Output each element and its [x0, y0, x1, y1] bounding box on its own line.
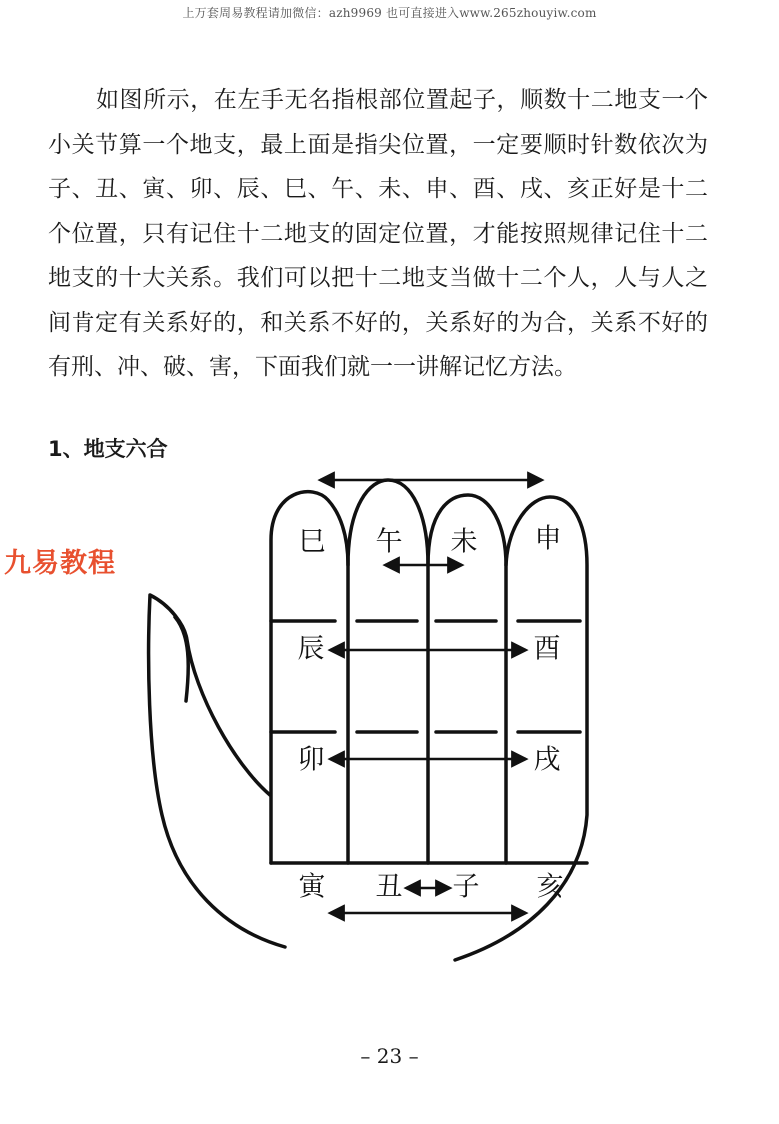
branch-label-index-tip: 巳 — [298, 526, 326, 558]
thumb-outline — [149, 595, 285, 947]
branch-label-ring-tip: 未 — [450, 526, 478, 558]
body-paragraph: 如图所示，在左手无名指根部位置起子，顺数十二地支一个小关节算一个地支，最上面是指尖位置，一定要顺时针数依次为子、丑、寅、卯、辰、巳、午、未、申、酉、戌、亥正好是十二个位置，只有记住十二地支的固定位置，才能按照规律记住十二地支的十大关系。我们可以把十二地支当做十二个人，人与人之间肯定有关系好的，和关系不好的，关系好的为合，关系不好的有刑、冲、破、害，下面我们就一一讲解记忆方法。 — [48, 87, 708, 380]
header-note: 上万套周易教程请加微信：azh9969 也可直接进入www.265zhouyiw.com — [182, 6, 597, 20]
thumb-nail-line — [175, 617, 188, 701]
branch-label-lower-left: 卯 — [297, 744, 325, 776]
section-heading: 1、地支六合 — [48, 437, 168, 461]
branch-label-base-index: 寅 — [298, 871, 326, 903]
watermark-text: 九易教程 — [4, 548, 116, 579]
page-number: – 23 – — [360, 1044, 419, 1068]
branch-label-base-little: 亥 — [536, 871, 564, 903]
branch-label-middle-right: 酉 — [533, 633, 561, 665]
branch-label-base-middle: 丑 — [375, 871, 403, 903]
branch-label-middle-tip: 午 — [375, 526, 403, 558]
branch-label-little-tip: 申 — [534, 523, 562, 555]
branch-label-middle-left: 辰 — [297, 633, 325, 665]
branch-label-lower-right: 戌 — [533, 744, 561, 776]
hand-diagram — [130, 455, 650, 975]
branch-label-base-ring: 子 — [452, 871, 480, 903]
